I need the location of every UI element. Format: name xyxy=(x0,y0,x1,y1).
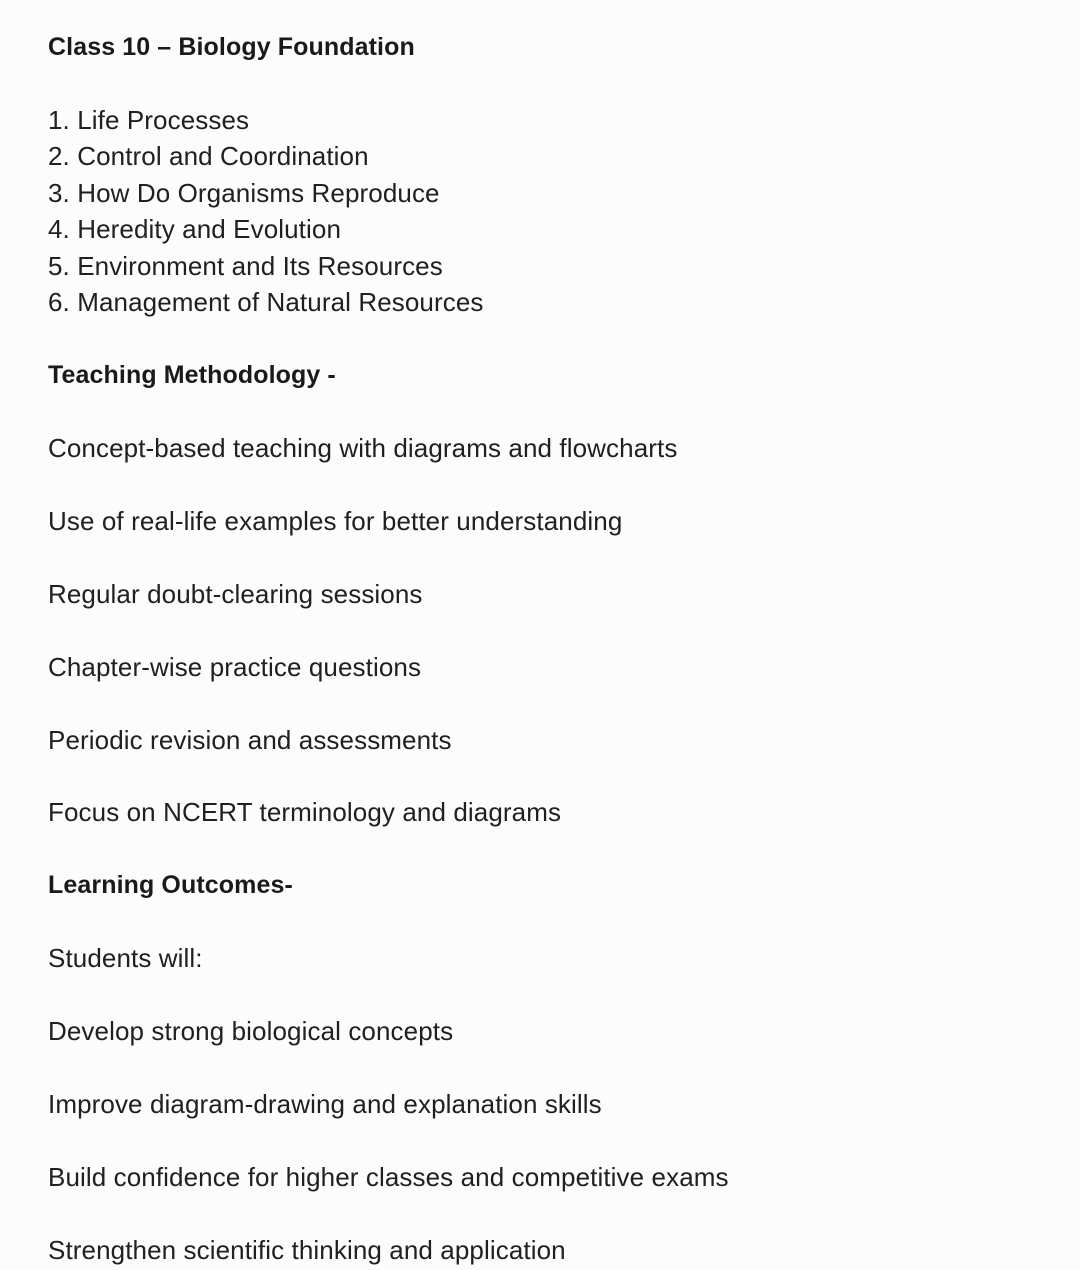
outcome-item: Build confidence for higher classes and competitive exams xyxy=(48,1162,729,1192)
methodology-item: Periodic revision and assessments xyxy=(48,725,452,755)
chapter-item: 5. Environment and Its Resources xyxy=(48,251,443,281)
outcomes-heading: Learning Outcomes- xyxy=(48,871,293,899)
methodology-item: Regular doubt-clearing sessions xyxy=(48,579,423,609)
methodology-item: Focus on NCERT terminology and diagrams xyxy=(48,797,562,827)
document-title: Class 10 – Biology Foundation xyxy=(48,33,415,61)
outcome-item: Develop strong biological concepts xyxy=(48,1016,454,1046)
methodology-heading: Teaching Methodology - xyxy=(48,361,336,389)
methodology-item: Concept-based teaching with diagrams and flowcharts xyxy=(48,433,678,463)
chapter-item: 1. Life Processes xyxy=(48,105,250,135)
outcome-item: Strengthen scientific thinking and application xyxy=(48,1235,566,1265)
outcomes-intro: Students will: xyxy=(48,943,203,973)
outcome-item: Improve diagram-drawing and explanation skills xyxy=(48,1089,602,1119)
chapter-item: 2. Control and Coordination xyxy=(48,141,369,171)
chapter-item: 4. Heredity and Evolution xyxy=(48,214,342,244)
chapter-item: 6. Management of Natural Resources xyxy=(48,287,484,317)
methodology-item: Use of real-life examples for better understanding xyxy=(48,506,623,536)
chapter-item: 3. How Do Organisms Reproduce xyxy=(48,178,440,208)
methodology-item: Chapter-wise practice questions xyxy=(48,652,422,682)
